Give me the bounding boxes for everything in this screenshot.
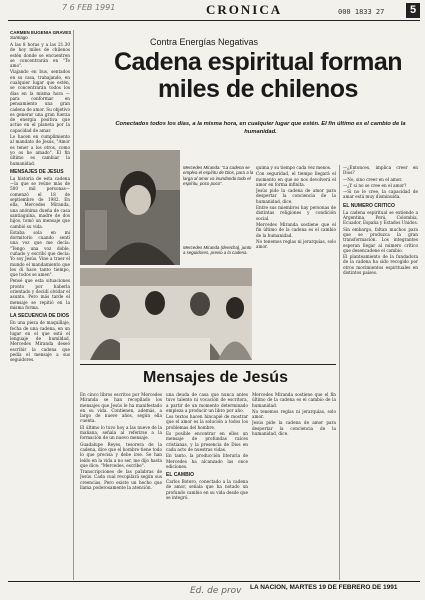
col1-paragraph: Lo hacen en cumplimiento al mandato de Jesús, "Amor es tener a los otros, como yo os he amado". El fin último es cambiar la humanidad.: [10, 134, 70, 166]
top-rule: [8, 20, 420, 21]
col5-paragraph: —Si no le cree, la capacidad de amar está muy disminuida.: [343, 189, 418, 200]
footer-dateline: LA NACION, MARTES 19 DE FEBRERO DE 1991: [250, 584, 398, 591]
col5-paragraph: Sin embargo, faltan muchos para que se produzca la gran transformación. Los integrantes esperan llegar al número crítico que desencadene el cambio.: [343, 226, 418, 253]
column-3: [166, 392, 248, 580]
col5-paragraph: La cadena espiritual se extiende a Argentina, Perú, Colombia, Ecuador, España y Estados Unidos.: [343, 209, 418, 226]
section-title: CRONICA: [206, 2, 283, 17]
bottom-rule: [8, 581, 420, 582]
col3-paragraph: Los textos hacen hincapié de mostrar que el amor es la solución a todos los problemas del hombre.: [166, 414, 248, 430]
col3-paragraph: Es posible encontrar en ellos un mensaje de profundas raíces cristianas, y la presencia de Dios en cada acto de nuestras vidas.: [166, 431, 248, 452]
subhead-rule: [80, 364, 336, 365]
col3-paragraph: En tanto, la producción literaria de Mercedes ha alcanzado las once ediciones.: [166, 453, 248, 469]
col1-subheading: MENSAJES DE JESUS: [10, 168, 64, 175]
handwritten-date-note: 7 6 FEB 1991: [62, 3, 116, 12]
photo-image: [80, 268, 252, 360]
col5-paragraph: —¿Entonces, implica creer en Dios?: [343, 165, 418, 176]
col4-paragraph: Jesús pide la cadena de amor para despertar la conciencia de la humanidad, dice.: [252, 420, 336, 437]
col2-paragraph: En cinco libros escritos por Mercedes Miranda se han recopilado los mensajes que Jesús le ha manifestado en su vida. Contienen, además, a largo de nueve años, según ella cuenta.: [80, 392, 162, 424]
col3-paragraph: una deuda de casa que nunca antes tuvo talento ni vocación de escritora, a partir de un momento determinado empieza a producir un libro por año.: [166, 392, 248, 413]
col5-paragraph: —¿Y si no se cree en el amor?: [343, 182, 407, 188]
col4-paragraph: quima y su tiempo cada vez menos.: [256, 165, 332, 170]
column-divider: [73, 30, 74, 580]
col3-paragraph: Carlos Botero, conectado a la cadena de amor, señala que ha notado un profundo cambio en su vida desde que se integró.: [166, 479, 248, 501]
col4-paragraph: Entre sus miembros hay personas de distintas religiones y condición social.: [256, 205, 336, 221]
col1-paragraph: A las 8 horas y a las 21.30 de hoy miles de chilenos estén donde se encuentren se concentrarán en "Te amo".: [10, 42, 70, 69]
page-number: 5: [406, 3, 420, 18]
lead-paragraph: Conectados todos los días, a la misma hora, en cualquier lugar que estén. El fin último es el cambio de la humanidad.: [115, 121, 406, 135]
col4-paragraph: Mercedes Miranda sostiene que el fin último de la cadena es el cambio de la humanidad.: [256, 221, 336, 238]
column-4: [256, 165, 336, 365]
col1-paragraph: En una pieza de maquillaje, fecha de una cadena, en un lugar en el que está el lenguaje de humildad, Mercedes Miranda deseó escribir la cadena que pedía el mensaje a sus seguidores.: [10, 320, 70, 363]
kicker: Contra Energías Negativas: [150, 37, 259, 47]
col4-paragraph: Jesús pide la cadena de amor para despertar la conciencia de la humanidad, dice.: [256, 188, 336, 204]
col1-paragraph: Pensé que esta situaciones pronto por haberla orientado y decidí olvidar el asunto. Pero más tarde el mensaje se repitió en la misma forma.: [10, 278, 70, 310]
col4-paragraph: No tenemos reglas ni jerarquías, solo amor.: [252, 408, 336, 420]
col5-subheading: EL NUMERO CRITICO: [343, 202, 395, 209]
byline: [10, 30, 71, 40]
col1-subheading: LA SECUENCIA DE DIOS: [10, 313, 70, 320]
column-5: [343, 165, 418, 580]
column-2: [80, 392, 162, 580]
col3-subheading: EL CAMBIO: [166, 472, 194, 479]
column-divider: [339, 165, 340, 580]
col2-paragraph: El último lo tuvo hoy a las nueve de la mañana, señala al referirse a la formación de un nuevo mensaje.: [80, 424, 162, 441]
photo-caption-1: Mercedes Miranda: "La cadena se emplea el espíritu de Dios, para a la larga al amor va inundando todo el espíritu, poco poco".: [183, 165, 254, 187]
col2-paragraph: Guadalupe Reyes, tesorera de la cadena, dice que el hombre tiene todo lo que precisa y debe irse. Se han leído en la vida a no ser, me dijo hasta que dice: "Mercedes, escribe".: [80, 441, 162, 468]
col1-paragraph: Viajando en bus, sentados en su casa, trabajando, en cualquier lugar que estén, se concentrarán todos los días en la misma hora —para conformar en pensamiento una gran cadena de amor. Su objetivo es generar una gran fuerza de energía positiva que actúe en el planeta por la capacidad de amar.: [10, 69, 70, 133]
col4-paragraph: Con seguridad, el tiempo llegará el momento en que se nos devolverá el amor en forma infinita.: [256, 171, 336, 187]
byline-author: CARMEN EUGENIA GRAVES: [10, 30, 72, 35]
photo-image: [80, 150, 180, 265]
byline-location: Santiago: [10, 35, 28, 40]
col5-paragraph: El planteamiento de la fundadora de la cadena ha sido recogido por otros movimientos espirituales en distintos países.: [343, 254, 418, 276]
col4-paragraph: No tenemos reglas ni jerarquías, solo amor.: [256, 238, 336, 250]
col1-paragraph: La historia de esta cadena —la que se reúne más de 500 mil personas— comenzó el 18 de septiembre de 1982. En ella, Mercedes Miranda, una anónima dueña de casa santiaguina, madre de dos hijos, tomó un mensaje que cambió su vida.: [10, 175, 70, 229]
col5-paragraph: —No, sino creer en el amor.: [343, 176, 403, 182]
col1-paragraph: Estaba sola en mi dormitorio cuando sentí una voz que me decía: "Tengo una voz doble, cuñado y escribí que decía: Yo soy Jesús. Vine a traer el mundo el mandamiento que les di hace tanto tiempo, que todos se amen".: [10, 229, 70, 278]
archive-code: 000 1833 27: [338, 8, 385, 16]
handwritten-footer-note: Ed. de prov: [190, 586, 242, 596]
headline: Cadena espiritual forman miles de chilenos: [113, 48, 403, 103]
column-4-lower: [252, 392, 336, 580]
column-1: [10, 42, 70, 572]
col4-paragraph: Mercedes Miranda sostiene que el fin último de la cadena es el cambio de la humanidad.: [252, 392, 336, 408]
photo-group-cadena: [80, 268, 252, 360]
subheading-mensajes: Mensajes de Jesús: [143, 369, 288, 386]
photo-caption-2: Mercedes Miranda (derecha), junto a seguidores, previo a la cadena.: [183, 245, 252, 256]
photo-mercedes-miranda: [80, 150, 180, 265]
col2-paragraph: Transcripciones de las palabras de Jesús. Cada cual recopilará según sus creencias. Pero existe un hecho que llama poderosamente la atención.: [80, 469, 162, 491]
